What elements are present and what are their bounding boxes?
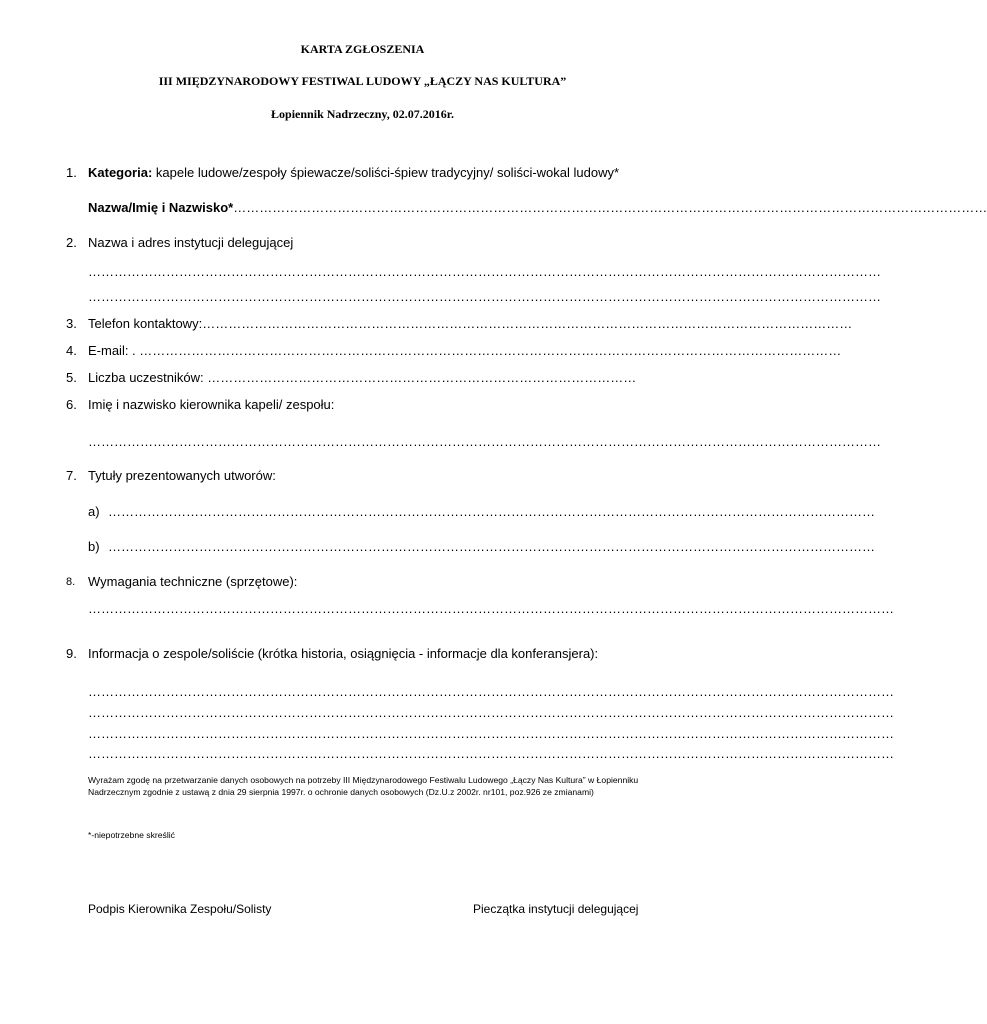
item-number-7: 7. xyxy=(66,468,77,483)
item-number-3: 3. xyxy=(66,316,77,331)
info-line-1[interactable]: …………………………………………………………………………………………………………………………………………………………………… xyxy=(88,684,894,699)
info-line-2[interactable]: …………………………………………………………………………………………………………………………………………………………………… xyxy=(88,705,894,720)
phone-label: Telefon kontaktowy: xyxy=(88,316,203,331)
leader-line[interactable]: ………………………………………………………………………………………………………………………………………………………………… xyxy=(88,434,881,449)
item-number-4: 4. xyxy=(66,343,77,358)
form-title: KARTA ZGŁOSZENIA xyxy=(300,42,425,56)
title-b-label: b) xyxy=(88,539,100,554)
info-line-4[interactable]: …………………………………………………………………………………………………………………………………………………………………… xyxy=(88,746,894,761)
category-options[interactable]: kapele ludowe/zespoły śpiewacze/soliści-śpiew tradycyjny/ soliści-wokal ludowy* xyxy=(152,165,620,180)
institution-stamp-label: Pieczątka instytucji delegującej xyxy=(473,902,639,916)
info-label: Informacja o zespole/soliście (krótka historia, osiągnięcia - informacje dla konferansjera): xyxy=(88,646,599,661)
email-label: E-mail: . xyxy=(88,343,136,358)
participants-label: Liczba uczestników: xyxy=(88,370,208,385)
name-field[interactable]: Nazwa/Imię i Nazwisko*………………………………………………………………………………………………………………………………………………………… xyxy=(88,200,987,215)
item-number-2: 2. xyxy=(66,235,77,250)
leader-signature-label: Podpis Kierownika Zespołu/Solisty xyxy=(88,902,272,916)
technical-label: Wymagania techniczne (sprzętowe): xyxy=(88,574,298,589)
titles-label: Tytuły prezentowanych utworów: xyxy=(88,468,276,483)
title-a-label: a) xyxy=(88,504,100,519)
title-a-line[interactable]: …………………………………………………………………………………………………………………………………………………………… xyxy=(108,504,875,519)
technical-line[interactable]: …………………………………………………………………………………………………………………………………………………………………… xyxy=(88,601,894,616)
leader-label: Imię i nazwisko kierownika kapeli/ zespołu: xyxy=(88,397,335,412)
category-line xyxy=(88,165,688,180)
item-number-6: 6. xyxy=(66,397,77,412)
phone-field[interactable]: Telefon kontaktowy:…………………………………………………………………………………………………………………………………… xyxy=(88,316,853,331)
participants-field[interactable]: Liczba uczestników: ……………………………………………………………………………………… xyxy=(88,370,637,385)
name-label: Nazwa/Imię i Nazwisko* xyxy=(88,200,234,215)
footnote: *-niepotrzebne skreślić xyxy=(88,830,175,840)
title-b-line[interactable]: …………………………………………………………………………………………………………………………………………………………… xyxy=(108,539,875,554)
item-number-1: 1. xyxy=(66,165,77,180)
institution-line-1[interactable]: ………………………………………………………………………………………………………………………………………………………………… xyxy=(88,264,881,279)
place-date: Łopiennik Nadrzeczny, 02.07.2016r. xyxy=(271,107,454,121)
institution-line-2[interactable]: ………………………………………………………………………………………………………………………………………………………………… xyxy=(88,289,881,304)
item-number-9: 9. xyxy=(66,646,77,661)
category-label: Kategoria: xyxy=(88,165,153,180)
info-line-3[interactable]: …………………………………………………………………………………………………………………………………………………………………… xyxy=(88,726,894,741)
institution-label: Nazwa i adres instytucji delegującej xyxy=(88,235,294,250)
consent-text: Wyrażam zgodę na przetwarzanie danych osobowych na potrzeby III Międzynarodowego Festiwalu Ludowego „Łączy Nas Kultura” w Łopienniku Nadrzecznym zgodnie z ustawą z dnia 29 sierpnia 1997r. o ochronie danych osobowych (Dz.U.z 2002r. nr101, poz.926 ze zmianami) xyxy=(88,775,639,797)
festival-name: III MIĘDZYNARODOWY FESTIWAL LUDOWY „ŁĄCZY NAS KULTURA” xyxy=(158,74,567,88)
item-number-8: 8. xyxy=(66,576,76,588)
email-field[interactable]: E-mail: . ……………………………………………………………………………………………………………………………………………… xyxy=(88,343,842,358)
item-number-5: 5. xyxy=(66,370,77,385)
